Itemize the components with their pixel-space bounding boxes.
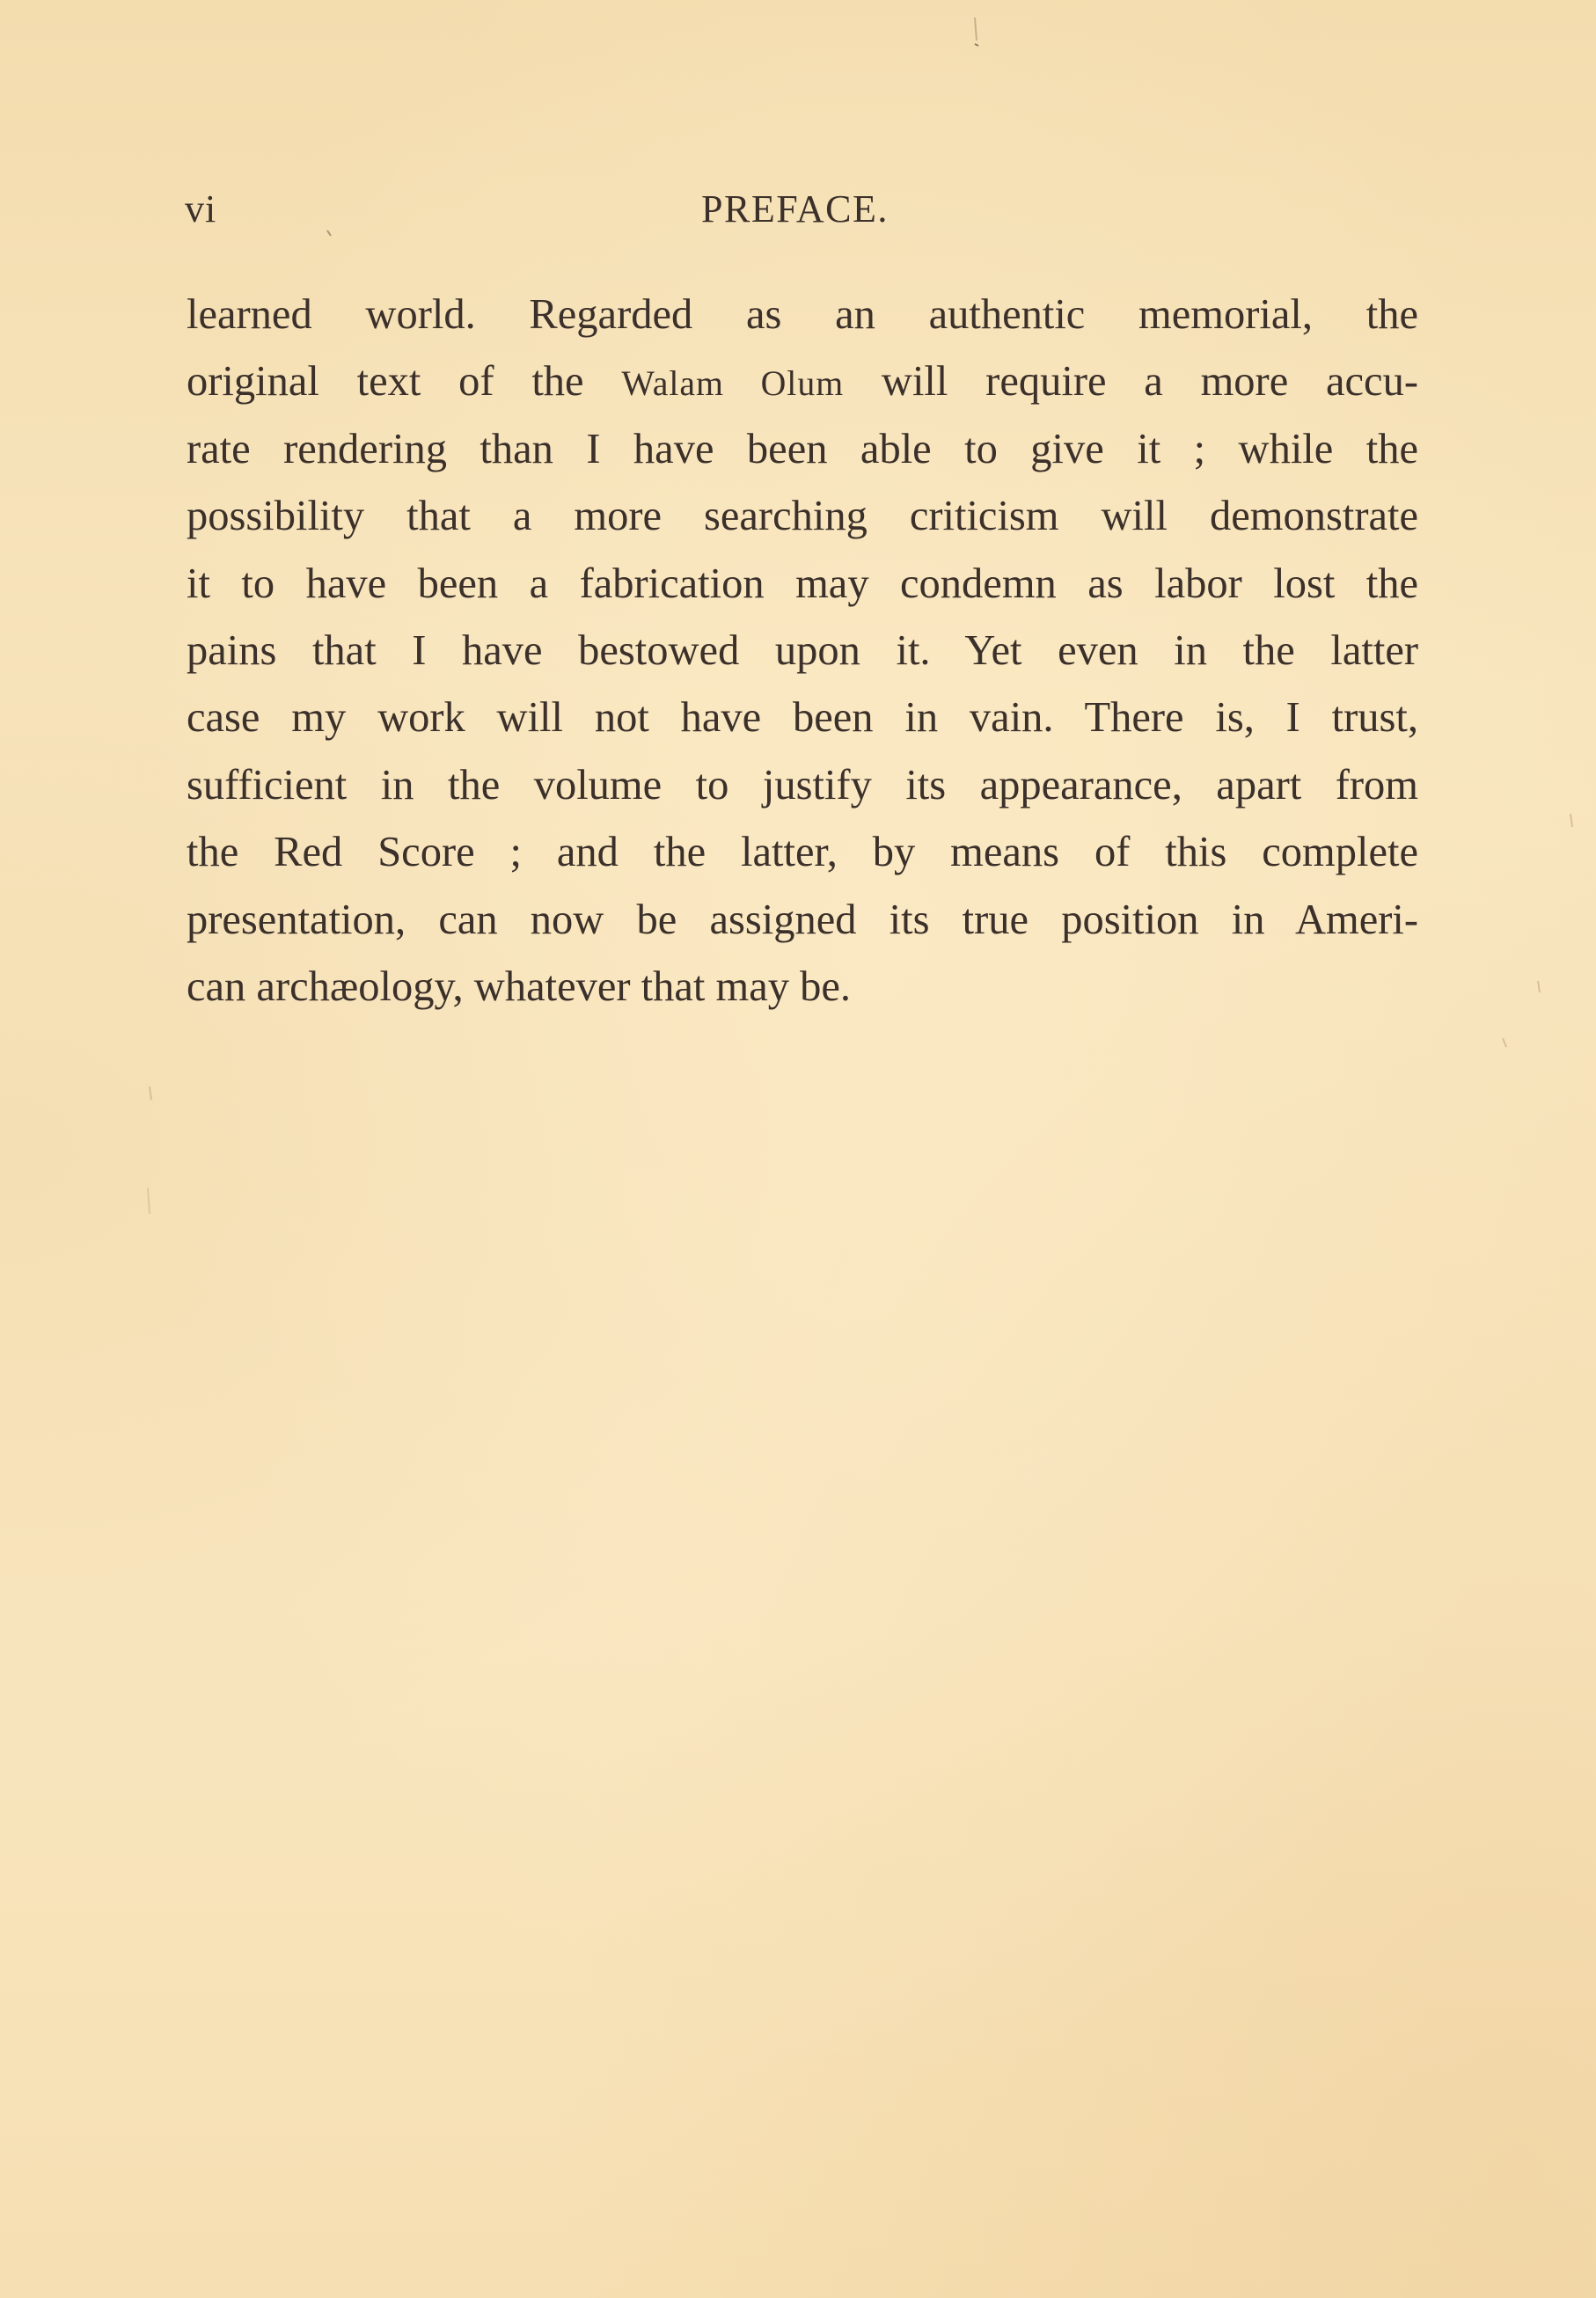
text-line: can archæology, whatever that may be. [187,962,852,1010]
text-line: sufficient in the volume to justify its appearance, apart from [187,761,1418,809]
speck [1538,981,1540,992]
text-line: the Red Score ; and the latter, by means of this complete [187,829,1418,876]
speck [148,1188,150,1214]
text-line: it to have been a fabrication may condemn as labor lost the [187,560,1418,607]
body-text [187,282,1418,1021]
speck [150,1087,151,1100]
running-title: PREFACE. [701,187,889,231]
speck [1570,814,1572,827]
walam-olum-title: Walam Olum [621,364,845,404]
speck [975,44,978,46]
page-number: vi [185,187,217,231]
text-line: pains that I have bestowed upon it. Yet even in the latter [187,626,1418,674]
text-line: rate rendering than I have been able to give it ; while the [187,425,1418,472]
running-head [185,183,1417,236]
speck [975,18,977,40]
text-line: original text of the Walam Olum will require a more accu- [187,358,1418,406]
text-line: possibility that a more searching criticism will demonstrate [187,493,1418,540]
speck [1503,1038,1506,1047]
text-line: case my work will not have been in vain. There is, I trust, [187,694,1418,742]
text-line: learned world. Regarded as an authentic memorial, the [187,291,1418,338]
text-line: presentation, can now be assigned its true position in Ameri- [187,896,1418,943]
